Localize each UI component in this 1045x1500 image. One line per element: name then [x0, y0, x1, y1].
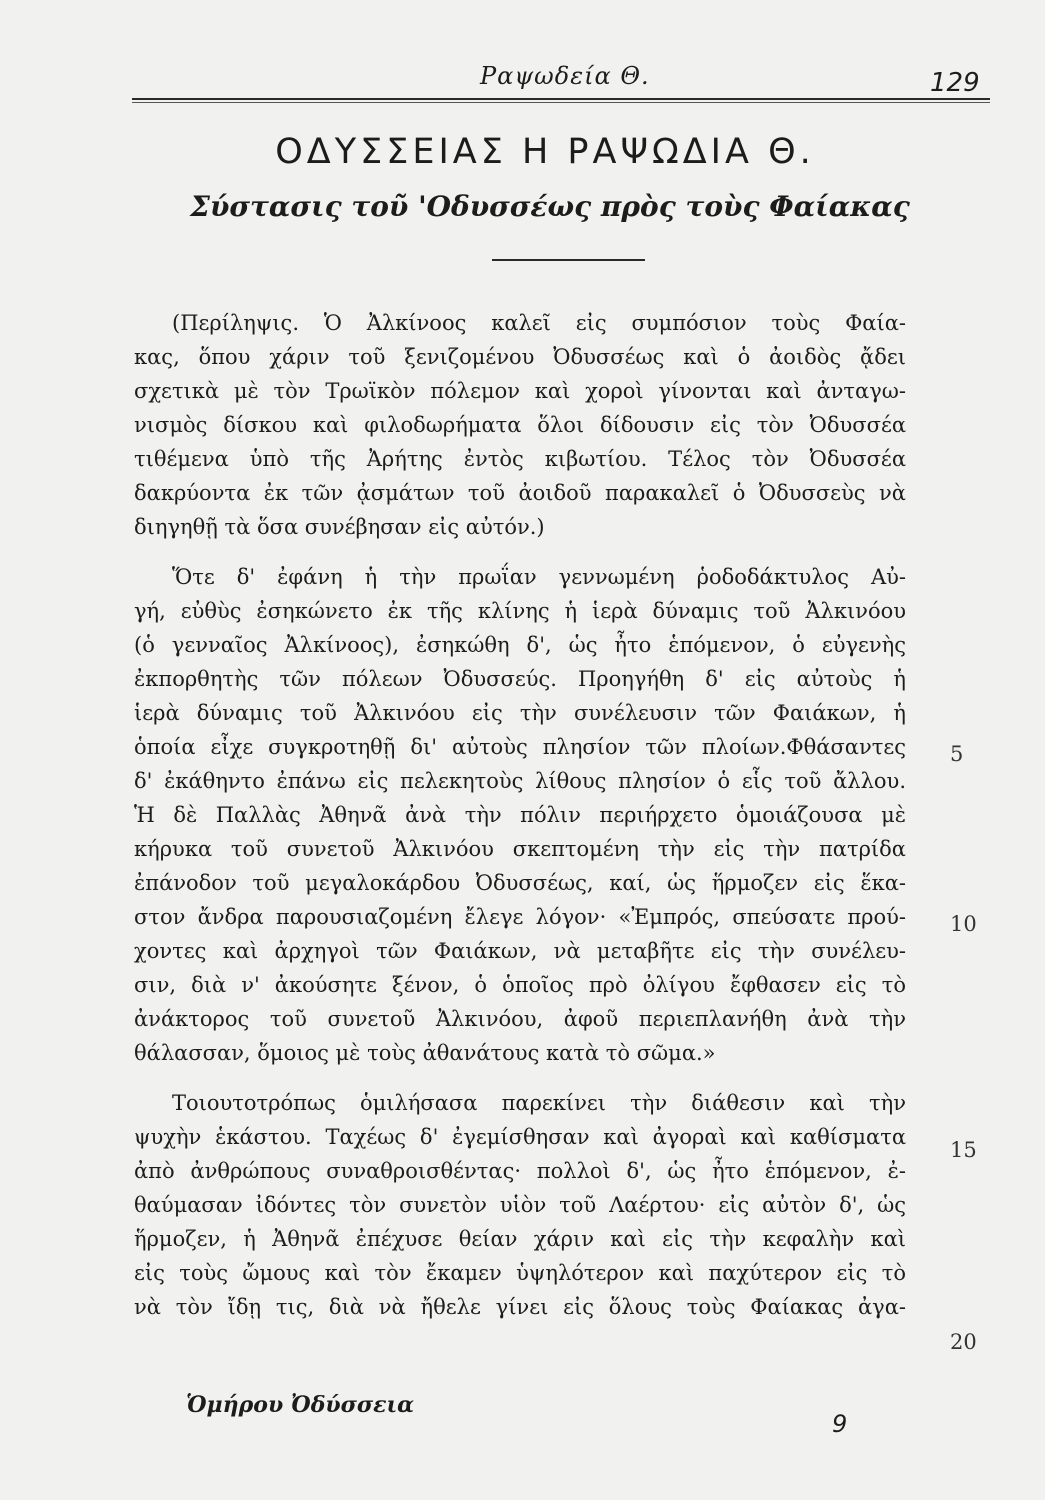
title-rule: [492, 259, 645, 261]
chapter-subtitle: Σύστασις τοῦ 'Οδυσσέως πρὸς τοὺς Φαίακας: [190, 190, 910, 223]
text-line: ἐπάνοδον τοῦ μεγαλοκάρδου Ὀδυσσέως, καί, ὡς ἥρμοζεν εἰς ἕκα-: [134, 871, 906, 895]
text-line: νισμὸς δίσκου καὶ φιλοδωρήματα ὅλοι δίδουσιν εἰς τὸν Ὀδυσσέα: [134, 413, 906, 437]
chapter-title: ΟΔΥΣΣΕΙΑΣ Η ΡΑΨΩΔΙΑ Θ.: [275, 132, 815, 172]
text-line: ἐκπορθητὴς τῶν πόλεων Ὀδυσσεύς. Προηγήθη δ' εἰς αὐτοὺς ἡ: [134, 667, 906, 691]
text-line: ἀνάκτορος τοῦ συνετοῦ Ἀλκινόου, ἀφοῦ περιεπλανήθη ἀνὰ τὴν: [134, 1007, 906, 1031]
text-line: Τοιουτοτρόπως ὁμιλήσασα παρεκίνει τὴν διάθεσιν καὶ τὴν: [172, 1091, 906, 1115]
text-line: (Περίληψις. Ὁ Ἀλκίνοος καλεῖ εἰς συμπόσιον τοὺς Φαία-: [172, 311, 906, 335]
header-rule-secondary: [132, 102, 990, 103]
text-line: ἱερὰ δύναμις τοῦ Ἀλκινόου εἰς τὴν συνέλευσιν τῶν Φαιάκων, ἡ: [134, 701, 906, 725]
text-line: ψυχὴν ἑκάστου. Ταχέως δ' ἐγεμίσθησαν καὶ ἀγοραὶ καὶ καθίσματα: [134, 1125, 906, 1149]
text-line: ἀπὸ ἀνθρώπους συναθροισθέντας· πολλοὶ δ', ὡς ἦτο ἑπόμενον, ἐ-: [134, 1159, 906, 1183]
text-line: χοντες καὶ ἀρχηγοὶ τῶν Φαιάκων, νὰ μεταβῆτε εἰς τὴν συνέλευ-: [134, 939, 906, 963]
text-line: νὰ τὸν ἴδῃ τις, διὰ νὰ ἤθελε γίνει εἰς ὅλους τοὺς Φαίακας ἀγα-: [134, 1295, 906, 1319]
footer-author: Ὁμήρου Ὀδύσσεια: [186, 1392, 415, 1418]
signature-mark: 9: [832, 1410, 848, 1438]
text-line: κας, ὅπου χάριν τοῦ ξενιζομένου Ὀδυσσέως καὶ ὁ ἀοιδὸς ᾄδει: [134, 345, 906, 369]
text-line: γή, εὐθὺς ἐσηκώνετο ἐκ τῆς κλίνης ἡ ἱερὰ δύναμις τοῦ Ἀλκινόου: [134, 599, 906, 623]
text-line: Ὅτε δ' ἐφάνη ἡ τὴν πρωΐαν γεννωμένη ῥοδοδάκτυλος Αὐ-: [172, 565, 906, 589]
text-line: (ὁ γενναῖος Ἀλκίνοος), ἐσηκώθη δ', ὡς ἦτο ἑπόμενον, ὁ εὐγενὴς: [134, 633, 906, 657]
text-line: δ' ἐκάθηντο ἐπάνω εἰς πελεκητοὺς λίθους πλησίον ὁ εἷς τοῦ ἄλλου.: [134, 769, 906, 793]
text-line: δακρύοντα ἐκ τῶν ᾀσμάτων τοῦ ἀοιδοῦ παρακαλεῖ ὁ Ὀδυσσεὺς νὰ: [134, 481, 906, 505]
text-line: ὁποία εἶχε συγκροτηθῇ δι' αὐτοὺς πλησίον τῶν πλοίων.Φθάσαντες: [134, 735, 906, 759]
line-number: 10: [950, 912, 977, 936]
header-rule: [132, 98, 990, 100]
line-number: 15: [950, 1138, 977, 1162]
text-line: στον ἄνδρα παρουσιαζομένη ἔλεγε λόγον· «Ἐμπρός, σπεύσατε πρού-: [134, 905, 906, 929]
text-line: τιθέμενα ὑπὸ τῆς Ἀρήτης ἐντὸς κιβωτίου. Τέλος τὸν Ὀδυσσέα: [134, 447, 906, 471]
text-line: ἥρμοζεν, ἡ Ἀθηνᾶ ἐπέχυσε θείαν χάριν καὶ εἰς τὴν κεφαλὴν καὶ: [134, 1227, 906, 1251]
line-number: 5: [950, 742, 964, 766]
text-line: θαύμασαν ἰδόντες τὸν συνετὸν υἱὸν τοῦ Λαέρτου· εἰς αὐτὸν δ', ὡς: [134, 1193, 906, 1217]
text-line: θάλασσαν, ὅμοιος μὲ τοὺς ἀθανάτους κατὰ τὸ σῶμα.»: [134, 1041, 716, 1065]
text-line: Ἡ δὲ Παλλὰς Ἀθηνᾶ ἀνὰ τὴν πόλιν περιήρχετο ὁμοιάζουσα μὲ: [134, 803, 906, 827]
page-number: 129: [930, 68, 980, 98]
text-line: κήρυκα τοῦ συνετοῦ Ἀλκινόου σκεπτομένη τὴν εἰς τὴν πατρίδα: [134, 837, 906, 861]
text-line: εἰς τοὺς ὤμους καὶ τὸν ἔκαμεν ὑψηλότερον καὶ παχύτερον εἰς τὸ: [134, 1261, 906, 1285]
line-number: 20: [950, 1330, 977, 1354]
running-head: Ραψωδεία Θ.: [480, 62, 650, 90]
text-line: σιν, διὰ ν' ἀκούσητε ξένον, ὁ ὁποῖος πρὸ ὀλίγου ἔφθασεν εἰς τὸ: [134, 973, 906, 997]
text-line: διηγηθῇ τὰ ὅσα συνέβησαν εἰς αὐτόν.): [134, 515, 545, 539]
text-line: σχετικὰ μὲ τὸν Τρωϊκὸν πόλεμον καὶ χοροὶ γίνονται καὶ ἀνταγω-: [134, 379, 906, 403]
